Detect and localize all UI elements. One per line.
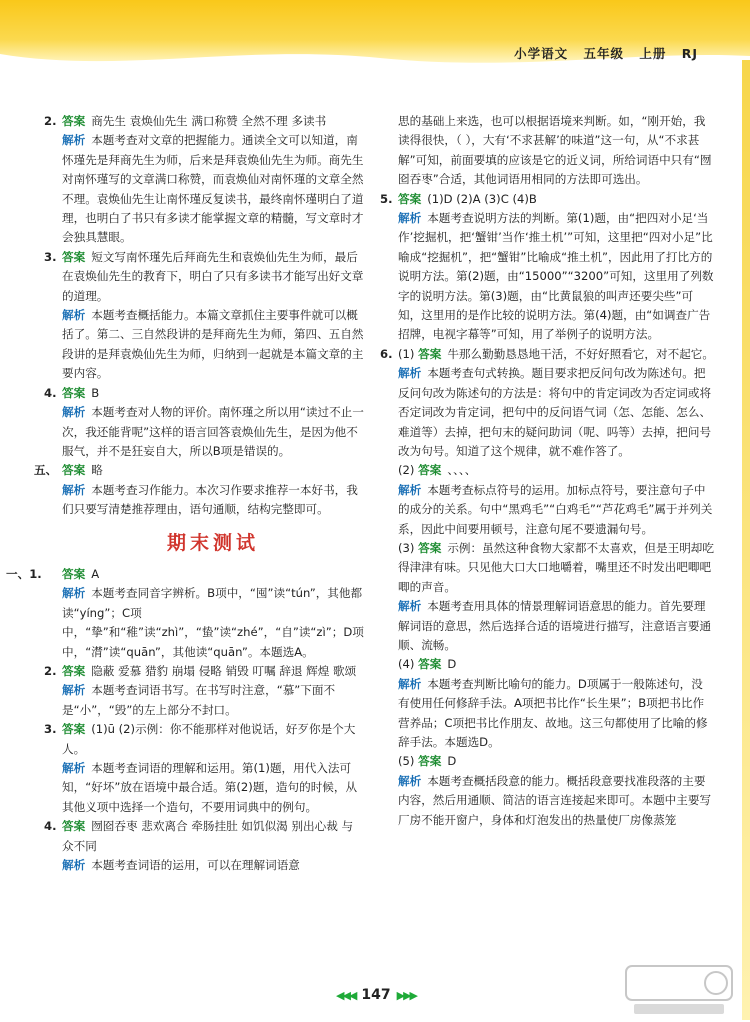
analysis-label: 解析 [62, 133, 86, 148]
final-entry-5 [380, 190, 714, 345]
question-number: 6. [380, 346, 393, 361]
right-column [380, 112, 714, 830]
sub-question-number: (3) [398, 540, 415, 555]
analysis-text: 本题考查对人物的评价。南怀瑾之所以用“读过不止一次，我还能背呢”这样的语言回答袁焕仙先生，是因为他不服气，并不是狂妄自大，所以B项是错误的。 [62, 405, 364, 458]
answer-label: 答案 [418, 754, 442, 769]
analysis-label: 解析 [62, 405, 86, 420]
analysis-label: 解析 [398, 676, 422, 691]
analysis-text: 本题考查词语书写。在书写时注意，“慕”下面不是“小”，“毁”的左上部分不封口。 [62, 683, 336, 717]
analysis-label: 解析 [62, 761, 86, 775]
answer-entry-2 [44, 112, 364, 248]
answer-label: 答案 [418, 346, 442, 361]
section-title-final-test: 期末测试 [166, 531, 259, 554]
answer-label: 答案 [62, 722, 86, 737]
answer-label: 答案 [62, 385, 86, 400]
answer-label: 答案 [62, 819, 86, 834]
answer-text: 隐蔽 爱慕 猎豹 崩塌 侵略 销毁 叮嘱 辞退 辉煌 歌颂 [91, 663, 357, 678]
question-number: 4. [44, 819, 57, 834]
analysis-label: 解析 [62, 308, 86, 323]
final-entry-6-4 [398, 655, 714, 752]
analysis-label: 解析 [398, 599, 422, 614]
answer-label: 答案 [62, 114, 86, 128]
answer-label: 答案 [418, 657, 442, 672]
final-entry-6-1 [380, 345, 714, 461]
final-entry-6-2 [398, 461, 714, 539]
final-entry-1 [6, 565, 364, 662]
page-footer [316, 983, 436, 1007]
final-entry-6-5 [398, 752, 714, 830]
header-grade: 五年级 [583, 46, 624, 61]
analysis-label: 解析 [62, 683, 86, 698]
answer-label: 答案 [62, 463, 86, 478]
answer-entry-five [34, 461, 364, 519]
answer-text: (1)ū (2)示例：你不能那样对他说话，好歹你是个大人。 [62, 722, 356, 756]
analysis-label: 解析 [398, 773, 422, 788]
question-number: 3. [44, 249, 57, 264]
sub-question-number: (1) [398, 346, 415, 361]
watermark-logo [624, 962, 734, 1018]
answer-text: 牛那么勤勤恳恳地干活，不好好照看它，对不起它。 [447, 346, 714, 361]
answer-label: 答案 [418, 463, 442, 478]
continuation-text: 思的基础上来选，也可以根据语境来判断。如，“刚开始，我读得很快，（ ），大有‘不求甚解’的味道”这一句，从“不求甚解”可知，前面要填的应该是它的近义词，所给词语中只有“囫囵吞枣”合适，其他词语用相同的方法即可选出。 [398, 114, 712, 187]
question-number: 4. [44, 385, 57, 400]
answer-text: A [91, 566, 100, 581]
question-number: 五、 [34, 463, 58, 478]
sub-question-number: (4) [398, 657, 415, 672]
page-number: 147 [361, 987, 391, 1003]
answer-text: 囫囵吞枣 悲欢离合 牵肠挂肚 如饥似渴 别出心裁 与众不同 [62, 819, 354, 853]
question-number: 2. [44, 114, 57, 128]
analysis-text: 本题考查判断比喻句的能力。D项属于一般陈述句，没有使用任何修辞手法。A项把书比作“长生果”；B项把书比作营养品；C项把书比作朋友、故地。这三句都使用了比喻的修辞手法。本题选D。 [398, 676, 708, 749]
final-entry-3 [44, 720, 364, 817]
analysis-label: 解析 [62, 858, 86, 873]
answer-label: 答案 [62, 566, 86, 581]
analysis-text: 本题考查概括能力。本篇文章抓住主要事件就可以概括了。第二、三自然段讲的是拜商先生为师，第四、五自然段讲的是拜袁焕仙先生为师，归纳到一起就是本篇文章的主要内容。 [62, 308, 364, 381]
answer-text: 商先生 袁焕仙先生 满口称赞 全然不理 多读书 [91, 114, 327, 128]
answer-text: 略 [91, 463, 103, 478]
analysis-label: 解析 [62, 482, 86, 497]
sub-question-number: (5) [398, 754, 415, 769]
side-stripe-decoration [742, 60, 750, 1020]
answer-text: 短文写南怀瑾先后拜商先生和袁焕仙先生为师，最后在袁焕仙先生的教育下，明白了只有多读书才能写出好文章的道理。 [62, 249, 364, 303]
answer-label: 答案 [398, 191, 422, 206]
analysis-text: 本题考查说明方法的判断。第(1)题，由“把四对小足‘当作’挖掘机，把‘蟹钳’当作‘推土机’”可知，这里把“四对小足”比喻成“挖掘机”，把“蟹钳”比喻成“推土机”，因此用了打比方的说明方法。第(2)题，由“15000”“3200”可知，这里用了列数字的说明方法。第(3)题，由“比黄鼠狼的叫声还要尖些”可知，这里用的是作比较的说明方法。第(4)题，由“如调查广告招牌，电视字幕等”可知，用了举例子的说明方法。 [398, 211, 714, 342]
question-number: 2. [44, 663, 57, 678]
answer-label: 答案 [62, 249, 86, 264]
left-column [6, 112, 364, 875]
final-entry-4 [44, 817, 364, 875]
answer-entry-3 [44, 248, 364, 384]
analysis-text: 本题考查词语的理解和运用。第(1)题，用代入法可知，“好坏”放在语境中最合适。第(2)题，造句的时候，从其他义项中选择一个造句，不要用词典中的例句。 [62, 761, 358, 814]
final-entry-2 [44, 662, 364, 720]
analysis-label: 解析 [398, 482, 422, 497]
answer-text: 、、、、 [447, 463, 477, 478]
question-number: 3. [44, 722, 57, 737]
left-arrows-icon: ◀◀◀ [335, 988, 356, 1002]
analysis-label: 解析 [398, 366, 422, 381]
final-entry-6-3 [398, 539, 714, 655]
answer-entry-4 [44, 384, 364, 462]
header-edition: RJ [681, 46, 698, 61]
analysis-text: 本题考查句式转换。题目要求把反问句改为陈述句。把反问句改为陈述句的方法是：将句中的肯定词改为否定词或将否定词改为肯定词，把句中的反问语气词（怎、怎能、怎么、难道等）去掉，把句末的疑问助词（呢、吗等）去掉，把问号改为句号。知道了这个规律，就不难作答了。 [398, 366, 712, 458]
header-volume: 上册 [639, 46, 667, 61]
analysis-text: 本题考查习作能力。本次习作要求推荐一本好书，我们只要写清楚推荐理由，语句通顺，结构完整即可。 [62, 482, 358, 517]
analysis-text: 本题考查概括段意的能力。概括段意要找准段落的主要内容，然后用通顺、简洁的语言连接起来即可。本题中主要写厂房不能开窗户，身体和灯泡发出的热量使厂房像蒸笼 [398, 773, 712, 827]
analysis-label: 解析 [398, 211, 422, 226]
analysis-text: 本题考查用具体的情景理解词语意思的能力。首先要理解词语的意思，然后选择合适的语境进行描写，注意语言要通顺、流畅。 [398, 599, 712, 652]
answer-label: 答案 [62, 663, 86, 678]
analysis-text: 本题考查同音字辨析。B项中，“囤”读“tún”，其他都读“yíng”；C项中，“挚”和“稚”读“zhì”，“蛰”读“zhé”，“自”读“zì”；D项中，“潸”读“quān”，其他读“quān”。本题选A。 [62, 586, 364, 659]
analysis-text: 本题考查对文章的把握能力。通读全文可以知道，南怀瑾先是拜商先生为师，后来是拜袁焕仙先生为师。商先生对南怀瑾写的文章满口称赞，而袁焕仙对南怀瑾的文章全然不理。袁焕仙先生让南怀瑾反复读书，最终南怀瑾明白了道理，也明白了书只有多读才能掌握文章的精髓，写文章时才会独具慧眼。 [62, 133, 364, 245]
header-subject: 小学语文 [514, 46, 569, 61]
question-number: 5. [380, 191, 393, 206]
answer-text: (1)D (2)A (3)C (4)B [427, 191, 537, 206]
analysis-text: 本题考查标点符号的运用。加标点符号，要注意句子中的成分的关系。句中“黑鸡毛”“白鸡毛”“芦花鸡毛”属于并列关系，因此中间要用顿号，注意句尾不要遗漏句号。 [398, 482, 713, 536]
answer-text: B [91, 385, 100, 400]
answer-text: 示例：虽然这种食物大家都不太喜欢，但是王明却吃得津津有味。只见他大口大口地嚼着，嘴里还不时发出吧唧吧唧的声音。 [398, 540, 714, 594]
answer-text: D [447, 657, 457, 672]
sub-question-number: (2) [398, 463, 415, 478]
analysis-label: 解析 [62, 586, 86, 601]
right-arrows-icon: ▶▶▶ [396, 988, 416, 1002]
analysis-text: 本题考查词语的运用，可以在理解词语意 [91, 858, 300, 873]
answer-label: 答案 [418, 540, 442, 555]
answer-text: D [447, 754, 457, 769]
book-header [504, 44, 698, 62]
question-number: 一、1. [6, 566, 42, 581]
